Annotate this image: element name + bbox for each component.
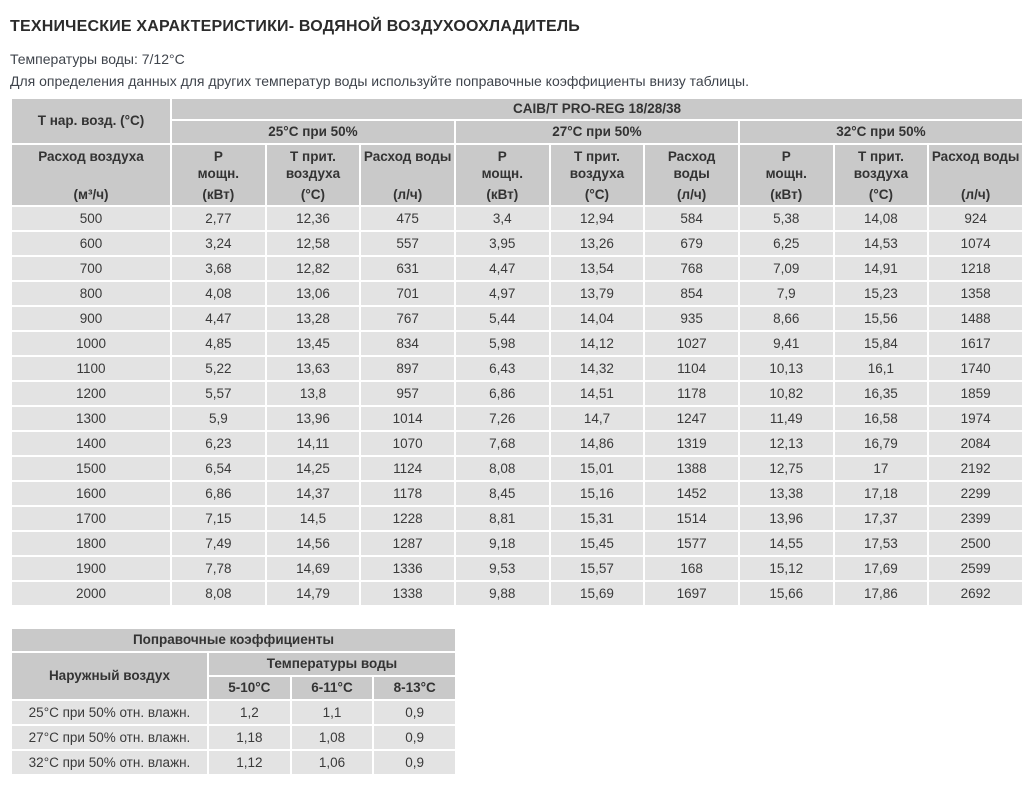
condition-label: 25°С при 50% отн. влажн. (12, 701, 207, 724)
table-cell: 17,18 (835, 482, 928, 505)
table-cell: 4,47 (172, 307, 265, 330)
table-cell: 15,56 (835, 307, 928, 330)
table-cell: 1218 (929, 257, 1022, 280)
table-cell: 12,58 (267, 232, 360, 255)
column-header-6-unit: (кВт) (770, 186, 803, 202)
column-header-1 (267, 145, 360, 205)
airflow-value: 1200 (12, 382, 170, 405)
table-cell: 7,15 (172, 507, 265, 530)
table-row (12, 332, 1022, 355)
table-cell: 16,35 (835, 382, 928, 405)
table-cell: 2399 (929, 507, 1022, 530)
table-cell: 475 (361, 207, 454, 230)
airflow-value: 500 (12, 207, 170, 230)
table-cell: 7,78 (172, 557, 265, 580)
column-header-2-label: Расход воды (363, 148, 452, 164)
table-cell: 17 (835, 457, 928, 480)
column-header-7-wrap (837, 145, 926, 205)
table-cell: 8,08 (456, 457, 549, 480)
table-cell: 6,25 (740, 232, 833, 255)
table-cell: 12,94 (551, 207, 644, 230)
table-cell: 834 (361, 332, 454, 355)
table-cell: 13,8 (267, 382, 360, 405)
table-cell: 3,4 (456, 207, 549, 230)
table-cell: 15,66 (740, 582, 833, 605)
column-header-1-unit: (°С) (300, 186, 326, 202)
group-header-0: 25°С при 50% (172, 121, 454, 143)
table-cell: 15,12 (740, 557, 833, 580)
airflow-value: 1500 (12, 457, 170, 480)
airflow-value: 1000 (12, 332, 170, 355)
column-header-8 (929, 145, 1022, 205)
column-header-6-wrap (742, 145, 831, 205)
table-cell: 1247 (645, 407, 738, 430)
table-cell: 7,26 (456, 407, 549, 430)
main-header-row-model (12, 99, 1022, 119)
column-header-0 (172, 145, 265, 205)
table-cell: 1452 (645, 482, 738, 505)
table-cell: 5,57 (172, 382, 265, 405)
note-line: Для определения данных для других температур воды используйте поправочные коэффициенты внизу таблицы. (10, 72, 749, 89)
water-temp-header: Температуры воды (209, 653, 455, 675)
column-header-2 (361, 145, 454, 205)
column-header-0-unit: (кВт) (202, 186, 235, 202)
table-cell: 14,51 (551, 382, 644, 405)
table-cell: 4,97 (456, 282, 549, 305)
table-row (12, 357, 1022, 380)
table-cell: 5,44 (456, 307, 549, 330)
table-cell: 631 (361, 257, 454, 280)
table-row (12, 232, 1022, 255)
table-cell: 1014 (361, 407, 454, 430)
table-row (12, 307, 1022, 330)
table-cell: 14,53 (835, 232, 928, 255)
table-cell: 1577 (645, 532, 738, 555)
table-cell: 854 (645, 282, 738, 305)
table-cell: 13,96 (740, 507, 833, 530)
table-cell: 13,38 (740, 482, 833, 505)
table-cell: 6,86 (456, 382, 549, 405)
table-cell: 1124 (361, 457, 454, 480)
airflow-value: 1600 (12, 482, 170, 505)
table-row (12, 257, 1022, 280)
column-header-5-wrap (647, 145, 736, 205)
table-cell: 14,56 (267, 532, 360, 555)
table-cell: 11,49 (740, 407, 833, 430)
coeff-table-body (12, 701, 455, 774)
column-header-3-unit: (кВт) (486, 186, 519, 202)
table-cell: 14,25 (267, 457, 360, 480)
table-cell: 6,54 (172, 457, 265, 480)
table-cell: 1974 (929, 407, 1022, 430)
airflow-value: 2000 (12, 582, 170, 605)
table-cell: 1104 (645, 357, 738, 380)
table-cell: 15,69 (551, 582, 644, 605)
table-cell: 7,9 (740, 282, 833, 305)
table-cell: 16,1 (835, 357, 928, 380)
table-cell: 12,13 (740, 432, 833, 455)
table-cell: 897 (361, 357, 454, 380)
table-cell: 14,04 (551, 307, 644, 330)
table-cell: 4,47 (456, 257, 549, 280)
table-row (12, 726, 455, 749)
table-cell: 13,28 (267, 307, 360, 330)
column-header-3-wrap (458, 145, 547, 205)
table-cell: 15,84 (835, 332, 928, 355)
column-header-3 (456, 145, 549, 205)
coeff-table (10, 627, 457, 776)
table-cell: 3,95 (456, 232, 549, 255)
airflow-header-unit: (м³/ч) (73, 186, 109, 202)
table-cell: 8,08 (172, 582, 265, 605)
corner-header: Т нар. возд. (°С) (12, 99, 170, 143)
column-header-8-unit: (л/ч) (961, 186, 991, 202)
table-cell: 13,06 (267, 282, 360, 305)
airflow-value: 1100 (12, 357, 170, 380)
airflow-value: 1700 (12, 507, 170, 530)
table-cell: 957 (361, 382, 454, 405)
table-cell: 15,57 (551, 557, 644, 580)
table-cell: 5,38 (740, 207, 833, 230)
table-cell: 17,53 (835, 532, 928, 555)
table-cell: 1319 (645, 432, 738, 455)
table-cell: 1287 (361, 532, 454, 555)
table-cell: 17,37 (835, 507, 928, 530)
table-row (12, 532, 1022, 555)
table-cell: 3,68 (172, 257, 265, 280)
main-header-row-columns (12, 145, 1022, 205)
table-cell: 15,01 (551, 457, 644, 480)
coeff-value: 0,9 (374, 726, 455, 749)
coeff-value: 0,9 (374, 751, 455, 774)
table-row (12, 432, 1022, 455)
column-header-2-unit: (л/ч) (393, 186, 423, 202)
table-cell: 6,43 (456, 357, 549, 380)
table-row (12, 482, 1022, 505)
column-header-5-unit: (л/ч) (677, 186, 707, 202)
table-cell: 8,66 (740, 307, 833, 330)
table-cell: 14,91 (835, 257, 928, 280)
table-cell: 1617 (929, 332, 1022, 355)
column-header-7-label: Т прит. воздуха (853, 148, 909, 181)
table-cell: 14,5 (267, 507, 360, 530)
table-cell: 9,41 (740, 332, 833, 355)
table-cell: 5,98 (456, 332, 549, 355)
table-cell: 1027 (645, 332, 738, 355)
table-row (12, 557, 1022, 580)
table-cell: 14,79 (267, 582, 360, 605)
column-header-4-wrap (553, 145, 642, 205)
airflow-value: 800 (12, 282, 170, 305)
column-header-5 (645, 145, 738, 205)
airflow-header (12, 145, 170, 205)
table-cell: 2500 (929, 532, 1022, 555)
table-cell: 14,12 (551, 332, 644, 355)
table-cell: 1338 (361, 582, 454, 605)
group-header-2: 32°С при 50% (740, 121, 1022, 143)
table-cell: 13,26 (551, 232, 644, 255)
table-cell: 14,32 (551, 357, 644, 380)
table-cell: 767 (361, 307, 454, 330)
column-header-6-label: Р мощн. (765, 148, 807, 181)
table-cell: 10,82 (740, 382, 833, 405)
table-cell: 1740 (929, 357, 1022, 380)
table-cell: 13,54 (551, 257, 644, 280)
table-cell: 1228 (361, 507, 454, 530)
table-cell: 13,96 (267, 407, 360, 430)
column-header-8-label: Расход воды (931, 148, 1020, 164)
column-header-7-unit: (°С) (868, 186, 893, 202)
table-cell: 13,45 (267, 332, 360, 355)
main-table-head (12, 99, 1022, 205)
table-cell: 12,75 (740, 457, 833, 480)
temp-range-header-2: 8-13°С (374, 677, 455, 699)
table-cell: 15,31 (551, 507, 644, 530)
water-temp-line: Температуры воды: 7/12°С (10, 51, 185, 67)
column-header-6 (740, 145, 833, 205)
table-row (12, 507, 1022, 530)
column-header-2-wrap (363, 145, 452, 205)
table-row (12, 582, 1022, 605)
condition-label: 27°С при 50% отн. влажн. (12, 726, 207, 749)
column-header-3-label: Р мощн. (481, 148, 523, 181)
table-cell: 9,18 (456, 532, 549, 555)
table-cell: 16,79 (835, 432, 928, 455)
outdoor-air-header: Наружный воздух (12, 653, 207, 699)
table-cell: 14,7 (551, 407, 644, 430)
table-row (12, 407, 1022, 430)
table-cell: 8,81 (456, 507, 549, 530)
table-cell: 15,23 (835, 282, 928, 305)
table-cell: 1697 (645, 582, 738, 605)
table-cell: 5,22 (172, 357, 265, 380)
table-cell: 6,23 (172, 432, 265, 455)
coeff-value: 1,1 (292, 701, 373, 724)
table-cell: 7,68 (456, 432, 549, 455)
table-cell: 1859 (929, 382, 1022, 405)
table-cell: 13,79 (551, 282, 644, 305)
coeff-value: 1,2 (209, 701, 290, 724)
page-title: ТЕХНИЧЕСКИЕ ХАРАКТЕРИСТИКИ- ВОДЯНОЙ ВОЗДУХООХЛАДИТЕЛЬ (10, 18, 580, 35)
column-header-7 (835, 145, 928, 205)
model-header: CAIB/T PRO-REG 18/28/38 (172, 99, 1022, 119)
coeff-title-row (12, 629, 455, 651)
table-cell: 2299 (929, 482, 1022, 505)
table-cell: 14,08 (835, 207, 928, 230)
table-cell: 17,69 (835, 557, 928, 580)
table-cell: 2192 (929, 457, 1022, 480)
airflow-value: 1300 (12, 407, 170, 430)
table-row (12, 457, 1022, 480)
coeff-value: 1,08 (292, 726, 373, 749)
column-header-0-wrap (174, 145, 263, 205)
main-table-body (12, 207, 1022, 605)
column-header-4-unit: (°С) (584, 186, 610, 202)
table-cell: 3,24 (172, 232, 265, 255)
table-cell: 4,85 (172, 332, 265, 355)
airflow-value: 1800 (12, 532, 170, 555)
table-row (12, 282, 1022, 305)
table-cell: 15,16 (551, 482, 644, 505)
table-cell: 12,36 (267, 207, 360, 230)
table-cell: 1388 (645, 457, 738, 480)
table-cell: 9,88 (456, 582, 549, 605)
table-cell: 6,86 (172, 482, 265, 505)
airflow-value: 900 (12, 307, 170, 330)
coeff-value: 0,9 (374, 701, 455, 724)
coeff-table-title: Поправочные коэффициенты (12, 629, 455, 651)
table-cell: 14,86 (551, 432, 644, 455)
table-cell: 557 (361, 232, 454, 255)
table-cell: 13,63 (267, 357, 360, 380)
table-cell: 1074 (929, 232, 1022, 255)
main-spec-table (10, 97, 1024, 607)
condition-label: 32°С при 50% отн. влажн. (12, 751, 207, 774)
table-cell: 1178 (361, 482, 454, 505)
table-cell: 2692 (929, 582, 1022, 605)
temp-range-header-1: 6-11°С (292, 677, 373, 699)
coeff-table-head (12, 629, 455, 699)
column-header-1-label: Т прит. воздуха (285, 148, 341, 181)
column-header-0-label: Р мощн. (197, 148, 239, 181)
table-cell: 1358 (929, 282, 1022, 305)
table-cell: 14,11 (267, 432, 360, 455)
table-cell: 8,45 (456, 482, 549, 505)
table-cell: 17,86 (835, 582, 928, 605)
table-cell: 1336 (361, 557, 454, 580)
temp-range-header-0: 5-10°С (209, 677, 290, 699)
table-row (12, 382, 1022, 405)
table-cell: 16,58 (835, 407, 928, 430)
airflow-value: 600 (12, 232, 170, 255)
column-header-5-label: Расход воды (667, 148, 716, 181)
airflow-value: 1900 (12, 557, 170, 580)
table-cell: 14,69 (267, 557, 360, 580)
table-cell: 15,45 (551, 532, 644, 555)
table-cell: 9,53 (456, 557, 549, 580)
table-cell: 10,13 (740, 357, 833, 380)
table-cell: 7,09 (740, 257, 833, 280)
table-cell: 12,82 (267, 257, 360, 280)
airflow-header-label: Расход воздуха (38, 148, 144, 164)
table-cell: 1514 (645, 507, 738, 530)
table-row (12, 701, 455, 724)
column-header-8-wrap (931, 145, 1020, 205)
table-cell: 2599 (929, 557, 1022, 580)
column-header-4 (551, 145, 644, 205)
airflow-header-wrap (14, 145, 168, 205)
table-cell: 5,9 (172, 407, 265, 430)
coeff-value: 1,12 (209, 751, 290, 774)
airflow-value: 1400 (12, 432, 170, 455)
table-cell: 7,49 (172, 532, 265, 555)
column-header-4-label: Т прит. воздуха (569, 148, 625, 181)
coeff-value: 1,06 (292, 751, 373, 774)
table-cell: 768 (645, 257, 738, 280)
table-row (12, 751, 455, 774)
table-cell: 1178 (645, 382, 738, 405)
table-cell: 1070 (361, 432, 454, 455)
table-row (12, 207, 1022, 230)
table-cell: 14,37 (267, 482, 360, 505)
column-header-1-wrap (269, 145, 358, 205)
coeff-value: 1,18 (209, 726, 290, 749)
table-cell: 935 (645, 307, 738, 330)
table-cell: 584 (645, 207, 738, 230)
group-header-1: 27°С при 50% (456, 121, 738, 143)
table-cell: 2084 (929, 432, 1022, 455)
table-cell: 168 (645, 557, 738, 580)
table-cell: 924 (929, 207, 1022, 230)
airflow-value: 700 (12, 257, 170, 280)
table-cell: 14,55 (740, 532, 833, 555)
table-cell: 1488 (929, 307, 1022, 330)
coeff-header-row-groups (12, 653, 455, 675)
table-cell: 679 (645, 232, 738, 255)
table-cell: 2,77 (172, 207, 265, 230)
table-cell: 4,08 (172, 282, 265, 305)
table-cell: 701 (361, 282, 454, 305)
